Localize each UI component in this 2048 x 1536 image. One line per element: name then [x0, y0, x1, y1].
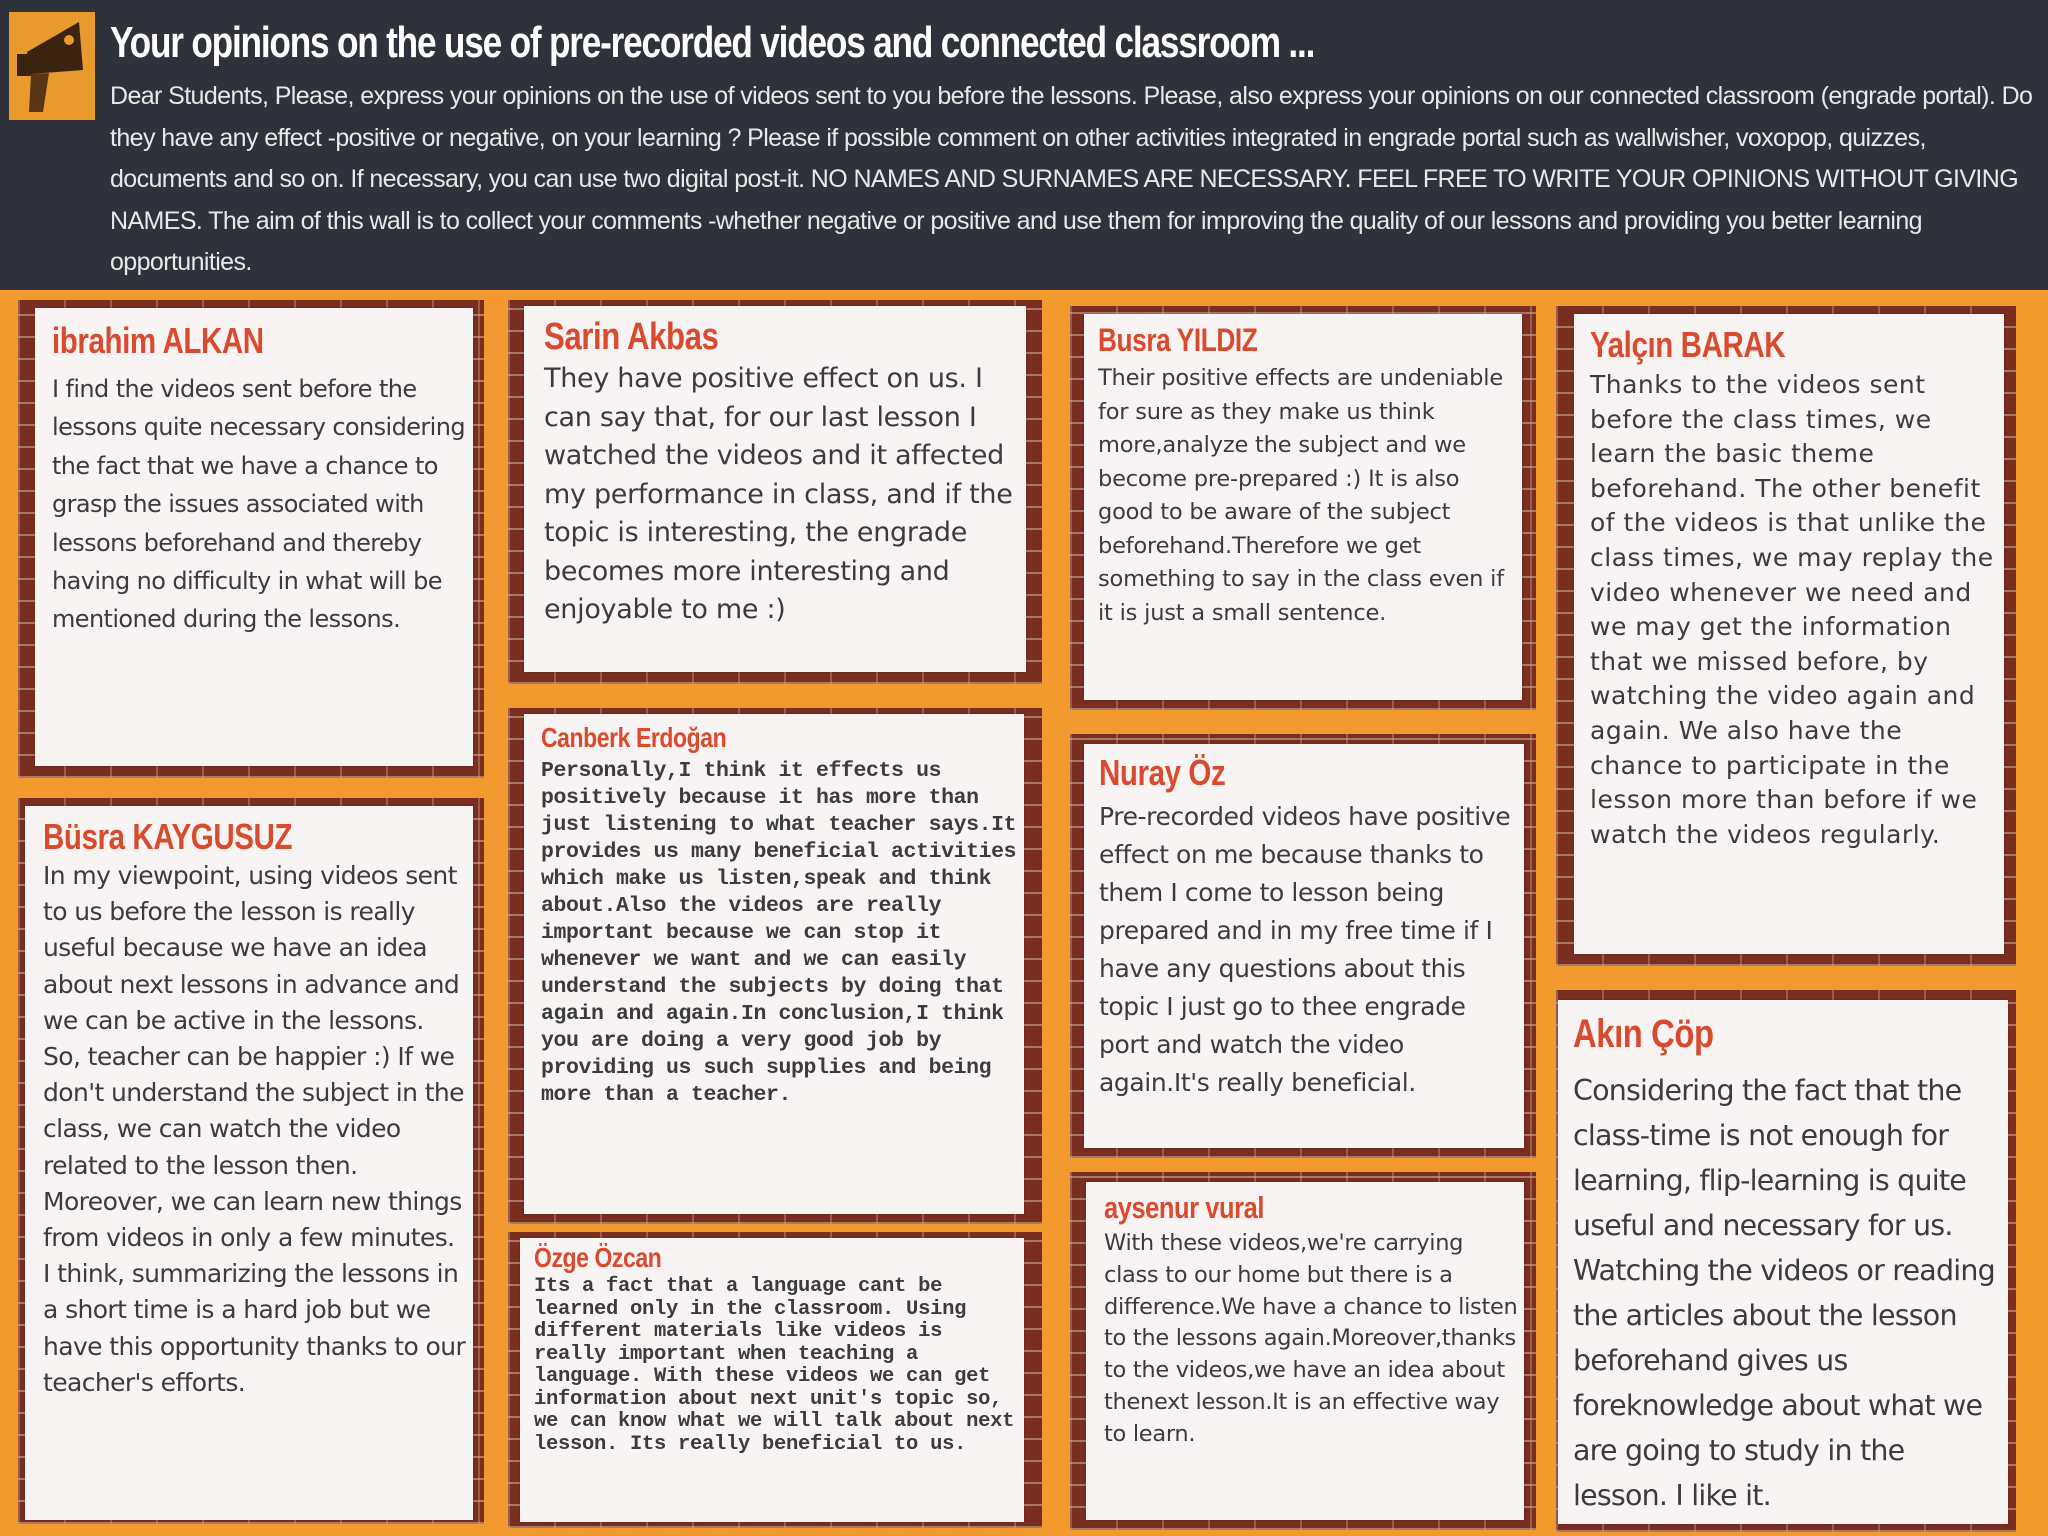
note-text: They have positive effect on us. I can say that, for our last lesson I watched the videos and it affected my performance in class, and if the topic is interesting, the engrade becomes more interesting and enjoyable to me :)	[544, 363, 1013, 625]
note-text: I find the videos sent before the lessons quite necessary considering the fact that we have a chance to grasp the issues associated with lessons beforehand and thereby having no difficulty in what will be mentioned during the lessons.	[52, 375, 465, 634]
note-text: Pre-recorded videos have positive effect on me because thanks to them I come to lesson being prepared and in my free time if I have any questions about this topic I just go to thee engrade port and watch the video again.It's really beneficial.	[1099, 802, 1511, 1097]
sticky-note-canberk-erdogan[interactable]	[524, 714, 1024, 1214]
sticky-note-ibrahim-alkan[interactable]	[35, 308, 473, 766]
note-author: aysenur vural	[1104, 1190, 1264, 1225]
note-author: ibrahim ALKAN	[52, 320, 264, 361]
sticky-note-aysenur-vural[interactable]	[1086, 1182, 1524, 1520]
note-text: Its a fact that a language cant be learned only in the classroom. Using different materials like videos is really important when teaching a language. With these videos we can get information about next unit's topic so, we can know what we will talk about next lesson. Its really beneficial to us.	[534, 1275, 1015, 1456]
sticky-note-ozge-ozcan[interactable]	[520, 1238, 1024, 1522]
note-text: Their positive effects are undeniable for sure as they make us think more,analyze the subject and we become pre-prepared :) It is also good to be aware of the subject beforehand.Therefore we get something to say in the class even if it is just a small sentence.	[1098, 365, 1504, 626]
sticky-note-nuray-oz[interactable]	[1084, 744, 1524, 1148]
sticky-note-akin-cop[interactable]	[1558, 1000, 2008, 1524]
note-author: Akın Çöp	[1573, 1012, 1714, 1056]
note-author: Busra YILDIZ	[1098, 322, 1258, 358]
wall-header	[0, 0, 2048, 290]
note-author: Canberk Erdoğan	[541, 722, 727, 753]
wall-description: Dear Students, Please, express your opinions on the use of videos sent to you before the lessons. Please, also express your opinions on our connected classroom (engrade portal). Do they have any effect -positive or negative, on your learning ? Please if possible comment on other activities integrated in engrade portal such as wallwisher, voxopop, quizzes, documents and so on. If necessary, you can use two digital post-it. NO NAMES AND SURNAMES ARE NECESSARY. FEEL FREE TO WRITE YOUR OPINIONS WITHOUT GIVING NAMES. The aim of this wall is to collect your comments -whether negative or positive and use them for improving the quality of our lessons and providing you better learning opportunities.	[110, 82, 2033, 276]
note-author: Sarin Akbas	[544, 316, 719, 358]
sticky-note-sarin-akbas[interactable]	[524, 306, 1026, 672]
sticky-note-busra-kaygusuz[interactable]	[25, 806, 473, 1520]
note-author: Nuray Öz	[1099, 752, 1226, 793]
note-text: In my viewpoint, using videos sent to us before the lesson is really useful because we have an idea about next lessons in advance and we can be active in the lessons. So, teacher can be happier :) If we don't understand the subject in the class, we can watch the video related to the lesson then. Moreover, we can learn new things from videos in only a few minutes. I think, summarizing the lessons in a short time is a hard job but we have this opportunity thanks to our teacher's efforts.	[43, 861, 466, 1397]
sticky-note-yalcin-barak[interactable]	[1574, 314, 2004, 954]
note-author: Büsra KAYGUSUZ	[43, 816, 293, 857]
note-text: Thanks to the videos sent before the class times, we learn the basic theme beforehand. The other benefit of the videos is that unlike the class times, we may replay the video whenever we need and we may get the information that we missed before, by watching the video again and again. We also have the chance to participate in the lesson more than before if we watch the videos regularly.	[1590, 370, 1994, 849]
note-text: Personally,I think it effects us positively because it has more than just listening to what teacher says.It provides us many beneficial activities which make us listen,speak and think about.Also the videos are really important because we can stop it whenever we want and we can easily understand the subjects by doing that again and again.In conclusion,I think you are doing a very good job by providing us such supplies and being more than a teacher.	[541, 759, 1017, 1107]
note-author: Özge Özcan	[534, 1242, 662, 1273]
wall-title: Your opinions on the use of pre-recorded videos and connected classroom ...	[110, 18, 1315, 67]
note-text: With these videos,we're carrying class to our home but there is a difference.We have a chance to listen to the lessons again.Moreover,thanks to the videos,we have an idea about thenext lesson.It is an effective way to learn.	[1104, 1230, 1518, 1447]
sticky-note-busra-yildiz[interactable]	[1084, 314, 1522, 700]
note-text: Considering the fact that the class-time is not enough for learning, flip-learning is quite useful and necessary for us. Watching the videos or reading the articles about the lesson beforehand gives us foreknowledge about what we are going to study in the lesson. I like it.	[1573, 1074, 1995, 1512]
megaphone-icon	[9, 12, 95, 120]
note-author: Yalçın BARAK	[1590, 324, 1786, 365]
